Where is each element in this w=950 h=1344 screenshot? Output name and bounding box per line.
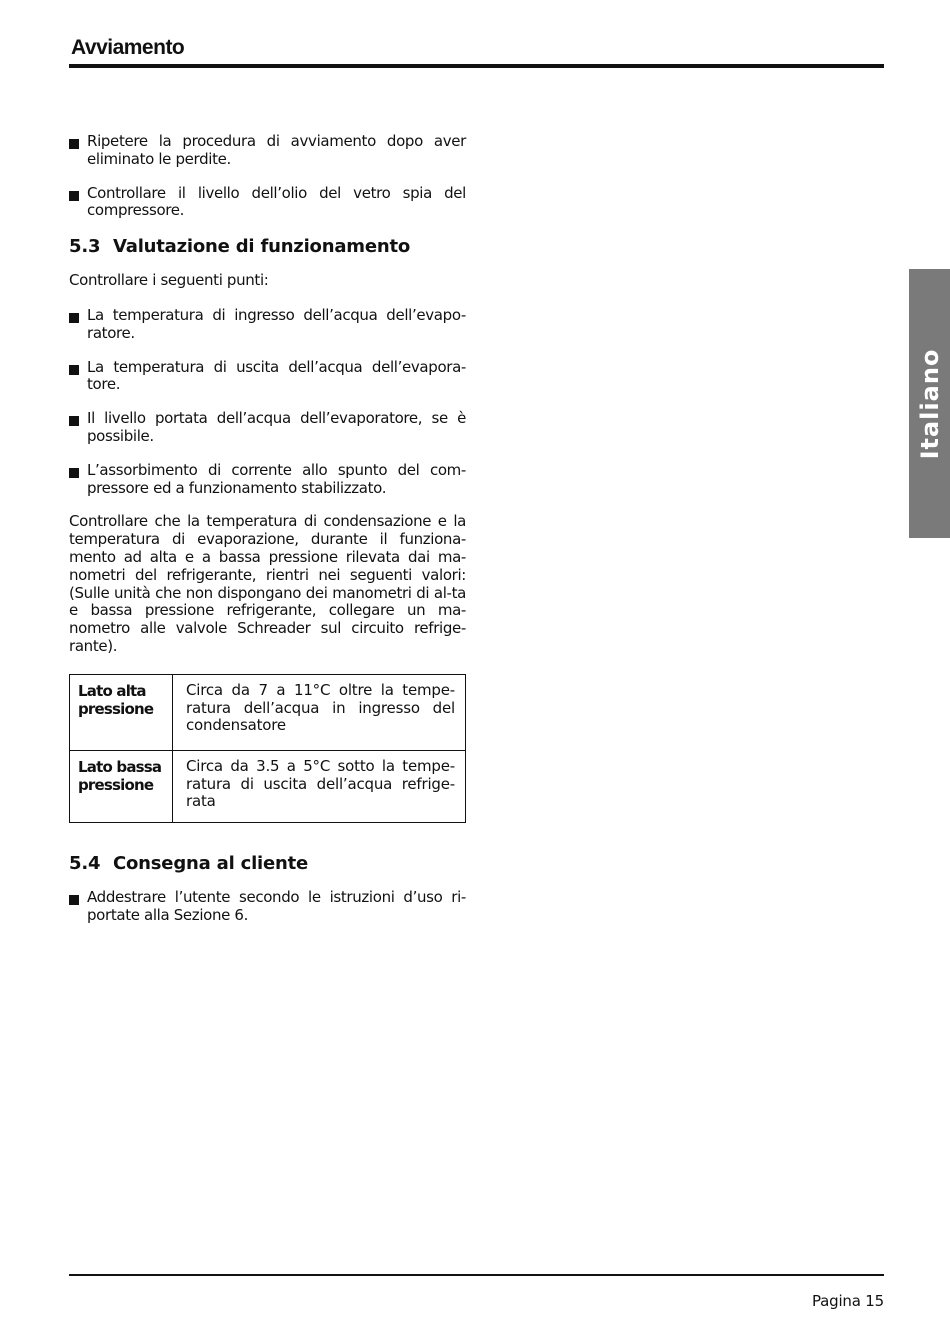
table-label-cell: Lato bassa pressione — [70, 750, 173, 822]
square-bullet-icon — [69, 191, 79, 201]
table-label-cell: Lato alta pressione — [70, 674, 173, 750]
bullet-item — [69, 185, 466, 221]
bullet-text: Il livello portata dell’acqua dell’evaporatore, se è possibile. — [87, 409, 466, 445]
page-number: Pagina 15 — [811, 1292, 884, 1310]
bullet-item — [69, 410, 466, 446]
main-column — [69, 133, 466, 940]
square-bullet-icon — [69, 416, 79, 426]
pressure-table — [69, 674, 466, 823]
square-bullet-icon — [69, 313, 79, 323]
square-bullet-icon — [69, 365, 79, 375]
square-bullet-icon — [69, 895, 79, 905]
section-title: Valutazione di funzionamento — [113, 236, 411, 258]
bullet-item — [69, 307, 466, 343]
bullet-item — [69, 133, 466, 169]
square-bullet-icon — [69, 468, 79, 478]
section-number: 5.3 — [69, 236, 101, 258]
table-row — [70, 750, 466, 822]
bullet-item — [69, 462, 466, 498]
bullet-text: La temperatura di ingresso dell’acqua dell’evapo-ratore. — [87, 305, 466, 342]
language-label: Italiano — [915, 348, 944, 459]
table-value-cell: Circa da 3.5 a 5°C sotto la tempe-ratura di uscita dell’acqua refrige-rata — [173, 750, 466, 822]
section-heading-5-3 — [69, 236, 466, 258]
footer-rule — [69, 1274, 884, 1276]
bullet-item — [69, 889, 466, 925]
bullet-text: Ripetere la procedura di avviamento dopo aver eliminato le perdite. — [87, 132, 466, 168]
bullet-text: Controllare il livello dell’olio del vetro spia del compressore. — [87, 183, 466, 220]
square-bullet-icon — [69, 139, 79, 149]
section-title: Consegna al cliente — [113, 852, 309, 874]
header-rule — [69, 64, 884, 68]
bullet-text: L’assorbimento di corrente allo spunto del com-pressore ed a funzionamento stabilizzato. — [87, 460, 466, 497]
page-title: Avviamento — [71, 36, 185, 59]
body-paragraph: Controllare che la temperatura di condensazione e la temperatura di evaporazione, durante il funziona-mento ad alta e a bassa pressione rilevata dai ma-nometri del refrigerante, rientri nei seguenti valori: (Sulle unità che non dispongano dei manometri di al-ta e bassa pressione refrigerante, collegare un ma-nometro alle valvole Schreader sul circuito refrige-rante). — [69, 512, 466, 655]
table-value-cell: Circa da 7 a 11°C oltre la tempe-ratura dell’acqua in ingresso del condensatore — [173, 674, 466, 750]
section-number: 5.4 — [69, 852, 101, 874]
bullet-text: La temperatura di uscita dell’acqua dell’evapora-tore. — [87, 357, 466, 394]
page-header — [69, 34, 884, 62]
language-tab — [909, 269, 950, 538]
bullet-text: Addestrare l’utente secondo le istruzioni d’uso ri-portate alla Sezione 6. — [87, 887, 466, 924]
table-row — [70, 674, 466, 750]
section-heading-5-4 — [69, 853, 466, 875]
bullet-item — [69, 359, 466, 395]
section-intro: Controllare i seguenti punti: — [69, 271, 269, 290]
